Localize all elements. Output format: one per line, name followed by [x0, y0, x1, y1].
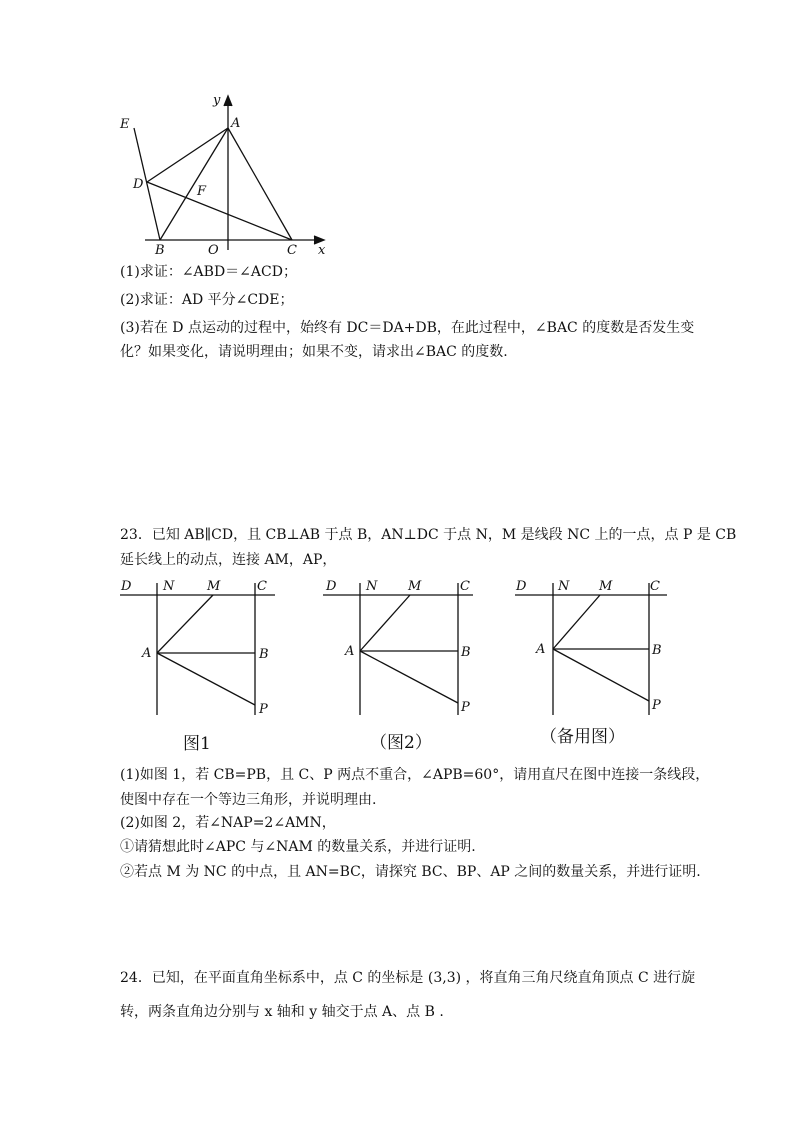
label-M: M [408, 579, 422, 594]
y-axis-arrow [224, 96, 232, 106]
label-B: B [652, 643, 662, 658]
label-A: A [536, 642, 546, 657]
label-D: D [133, 177, 144, 192]
segment-AP [157, 653, 255, 705]
label-P: P [461, 700, 470, 715]
label-A: A [345, 644, 355, 659]
q23-stem-line1: 23．已知 AB∥CD，且 CB⊥AB 于点 B，AN⊥DC 于点 N，M 是线段 NC 上的一点，点 P 是 CB [120, 527, 737, 543]
q22-part1: (1)求证：∠ABD＝∠ACD； [120, 264, 297, 280]
label-M: M [207, 579, 221, 594]
label-C: C [287, 243, 297, 258]
q22-part3-line1: (3)若在 D 点运动的过程中，始终有 DC＝DA+DB，在此过程中，∠BAC 的度数是否发生变 [120, 320, 695, 336]
segment-AP [360, 651, 458, 703]
label-N: N [558, 579, 570, 594]
figure-1 [115, 575, 285, 725]
figure-spare [510, 575, 680, 725]
q23-stem-line2: 延长线上的动点，连接 AM，AP， [120, 552, 337, 568]
label-C: C [650, 579, 660, 594]
segment-AP [553, 649, 649, 701]
label-P: P [652, 698, 661, 713]
label-C: C [460, 579, 470, 594]
segment-AB [160, 128, 228, 240]
segment-AM [553, 595, 600, 649]
label-B: B [155, 243, 165, 258]
label-D: D [516, 579, 527, 594]
q22-part2: (2)求证：AD 平分∠CDE； [120, 292, 294, 308]
label-C: C [257, 579, 267, 594]
label-B: B [259, 647, 269, 662]
label-F: F [197, 184, 207, 199]
caption-figure-2: （图2） [370, 733, 432, 753]
label-M: M [599, 579, 613, 594]
label-P: P [259, 702, 268, 717]
q23-part2-ii: ②若点 M 为 NC 的中点，且 AN=BC，请探究 BC、BP、AP 之间的数量关系，并进行证明. [120, 864, 701, 880]
q23-part2: (2)如图 2，若∠NAP=2∠AMN， [120, 815, 336, 831]
segment-AM [157, 595, 213, 653]
label-E: E [120, 117, 130, 132]
q23-part1-line2: 使图中存在一个等边三角形，并说明理由. [120, 792, 377, 808]
segment-DC [147, 182, 292, 240]
label-D: D [326, 579, 337, 594]
label-O: O [208, 243, 219, 258]
label-x: x [318, 243, 326, 258]
q23-part2-i: ①请猜想此时∠APC 与∠NAM 的数量关系，并进行证明. [120, 839, 476, 855]
q24-line2: 转，两条直角边分别与 x 轴和 y 轴交于点 A、点 B . [120, 1004, 444, 1020]
label-D: D [121, 579, 132, 594]
q24-line1: 24．已知，在平面直角坐标系中，点 C 的坐标是 (3,3) ，将直角三角尺绕直角顶点 C 进行旋 [120, 970, 696, 986]
segment-AC [228, 128, 292, 240]
segment-AM [360, 595, 410, 651]
label-B: B [461, 645, 471, 660]
label-A: A [231, 116, 241, 131]
label-A: A [142, 646, 152, 661]
caption-figure-1: 图1 [183, 734, 211, 754]
label-N: N [163, 579, 175, 594]
label-y: y [213, 93, 221, 108]
figure-2 [318, 575, 488, 725]
caption-figure-spare: （备用图） [540, 727, 625, 747]
label-N: N [366, 579, 378, 594]
coordinate-figure [0, 0, 800, 260]
q22-part3-line2: 化？如果变化，请说明理由；如果不变，请求出∠BAC 的度数. [120, 344, 508, 360]
q23-part1-line1: (1)如图 1，若 CB=PB，且 C、P 两点不重合，∠APB=60°，请用直尺在图中连接一条线段， [120, 767, 710, 783]
segment-AD [147, 128, 228, 182]
